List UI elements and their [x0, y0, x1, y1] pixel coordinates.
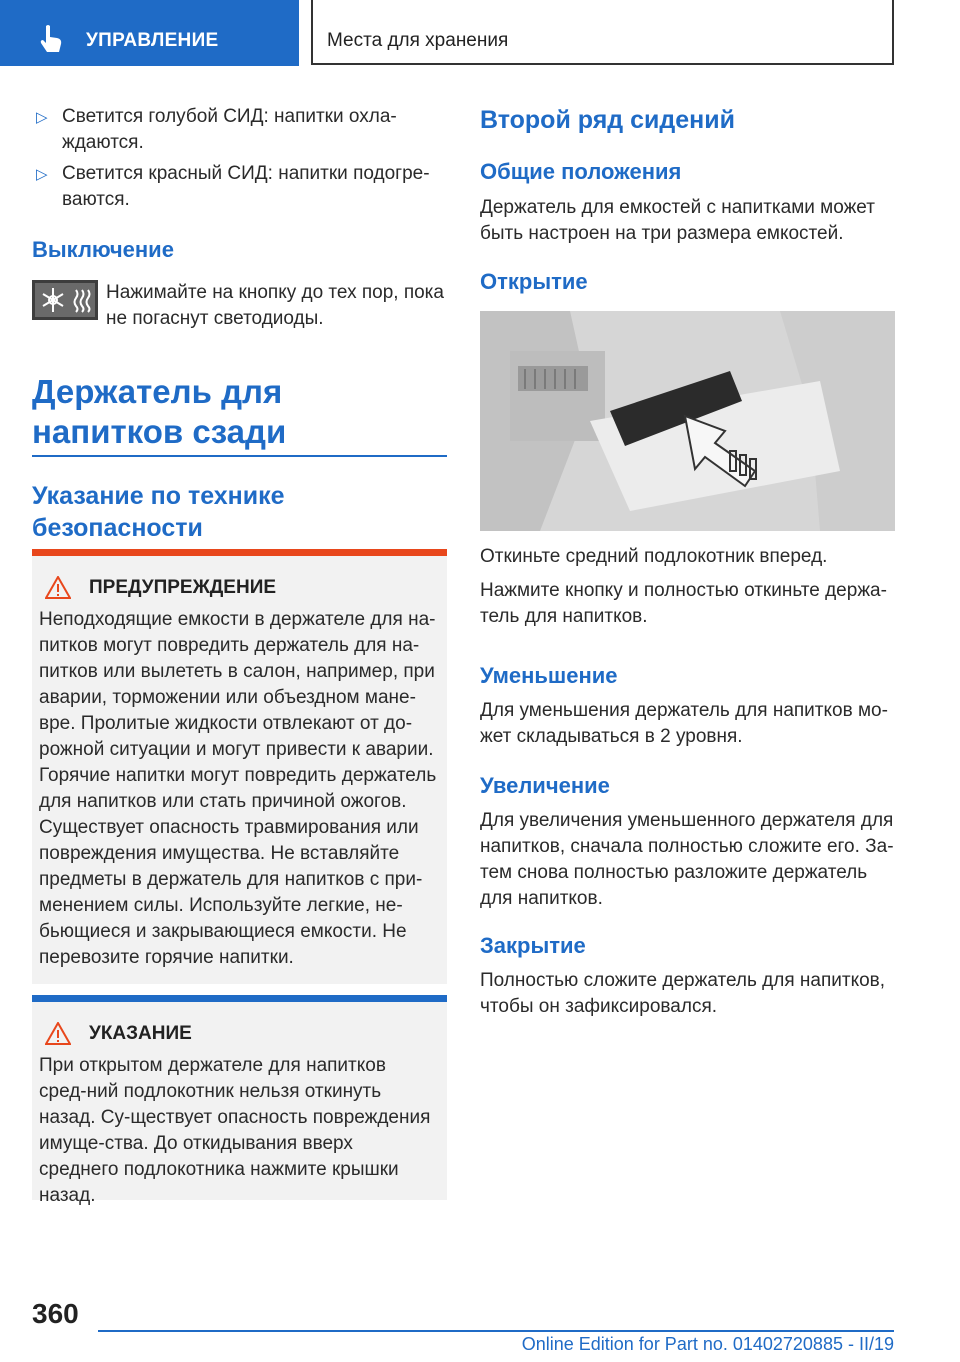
warning-box — [32, 556, 447, 984]
close-text: Полностью сложите держатель для напитков, чтобы он зафиксировался. — [480, 970, 886, 1017]
safety-heading: Указание по технике безопасности — [32, 482, 285, 542]
armrest-illustration — [480, 311, 895, 531]
open-text-1: Откиньте средний подлокотник вперед. — [480, 546, 828, 567]
warning-bar — [32, 549, 447, 556]
warning-label: ПРЕДУПРЕЖДЕНИЕ — [89, 576, 277, 598]
bullet-item-2: Светится красный СИД: напитки подогре-ваются. — [62, 163, 430, 210]
off-heading: Выключение — [32, 237, 174, 262]
reduce-text: Для уменьшения держатель для напитков мо-жет складываться в 2 уровня. — [480, 700, 888, 747]
warning-text: Неподходящие емкости в держателе для на-питков могут повредить держатель для на-питков или вылететь в салон, например, при аварии, торможении или объездном мане-вре. Пролитые жидкости отвлекают от до-рожной ситуации и могут привести к аварии. Горячие напитки могут повредить держатель для напитков или стать причиной ожогов. Существует опасность травмирования или повреждения имущества. Не вставляйте предметы в держатель для напитков с при-менением силы. Используйте легкие, не-бьющиеся и закрывающиеся емкости. Не перевозите горячие напитки. — [39, 609, 437, 968]
notice-bar — [32, 995, 447, 1002]
notice-text: При открытом держателе для напитков сред-ний подлокотник нельзя откинуть назад. Су-ществует опасность повреждения имуще-ства. До откидывания вверх среднего подлокотника нажмите крышки назад. — [39, 1055, 431, 1206]
section-title-second-row: Второй ряд сидений — [480, 106, 735, 134]
off-text: Нажимайте на кнопку до тех пор, пока не погаснут светодиоды. — [106, 282, 444, 329]
general-text: Держатель для емкостей с напитками может быть настроен на три размера емкостей. — [480, 197, 875, 244]
chapter-tab — [0, 0, 299, 66]
warning-header — [45, 576, 437, 599]
warning-triangle-icon — [45, 1022, 71, 1045]
notice-box — [32, 1002, 447, 1206]
climate-button-icon — [32, 280, 98, 320]
open-text-2: Нажмите кнопку и полностью откиньте держа-тель для напитков. — [480, 580, 887, 627]
notice-label: УКАЗАНИЕ — [89, 1022, 192, 1044]
close-heading: Закрытие — [480, 933, 586, 958]
hand-pointer-icon — [38, 24, 64, 54]
enlarge-text: Для увеличения уменьшенного держателя для напитков, сначала полностью сложите его. За-тем снова полностью разложите держатель для напитков. — [480, 810, 894, 909]
page-number: 360 — [32, 1298, 79, 1329]
bullet-marker: ▷ — [36, 109, 48, 126]
general-heading: Общие положения — [480, 159, 682, 184]
reduce-heading: Уменьшение — [480, 663, 618, 688]
chapter-title: УПРАВЛЕНИЕ — [86, 30, 219, 51]
bullet-marker: ▷ — [36, 166, 48, 183]
section-title: Места для хранения — [327, 30, 509, 51]
title-divider — [32, 455, 447, 457]
notice-header — [45, 1022, 437, 1045]
footer-edition: Online Edition for Part no. 01402720885 - II/19 — [521, 1334, 894, 1354]
footer-divider — [98, 1330, 894, 1332]
warning-triangle-icon — [45, 576, 71, 599]
section-header — [311, 0, 894, 65]
enlarge-heading: Увеличение — [480, 773, 610, 798]
open-heading: Открытие — [480, 269, 588, 294]
bullet-item-1: Светится голубой СИД: напитки охла-ждаются. — [62, 106, 397, 153]
page-title: Держатель для напитков сзади — [32, 373, 287, 450]
armrest-photo — [480, 311, 895, 531]
